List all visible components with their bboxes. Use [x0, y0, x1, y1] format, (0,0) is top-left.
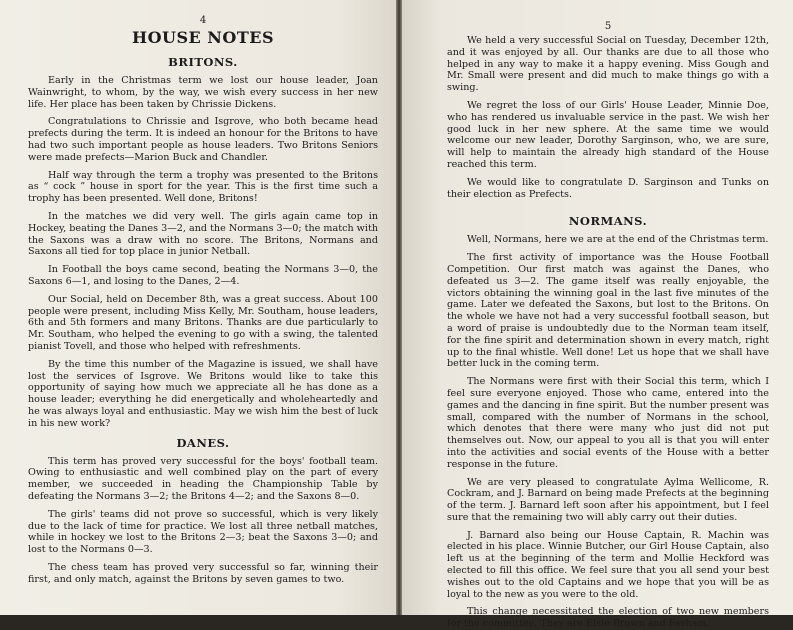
- normans-paragraph-6: This change necessitated the election of two new members for the committee. They are Elsie Brown and Fasham.: [447, 606, 769, 630]
- right-page: [402, 0, 793, 630]
- danes-continued-paragraph-1: We held a very successful Social on Tuesday, December 12th, and it was enjoyed by all. Our thanks are due to all those who helped in any way to make it a happy evening. Miss Gough and Mr. Small were present and did much to make things go with a swing.: [447, 35, 769, 94]
- danes-heading: DANES.: [176, 435, 230, 450]
- page-number-right: 5: [604, 21, 612, 32]
- danes-continued-paragraph-3: We would like to congratulate D. Sarginson and Tunks on their election as Prefects.: [447, 176, 769, 200]
- page-number-left: 4: [199, 15, 207, 26]
- normans-paragraph-1: Well, Normans, here we are at the end of the Christmas term.: [467, 234, 769, 246]
- normans-paragraph-5: J. Barnard also being our House Captain, R. Machin was elected in his place. Winnie Butcher, our Girl House Captain, also left us at the beginning of the term and Mollie Heckford was elected to fill this office. We feel sure that you all send your best wishes out to the old Captains and we hope that you will be as loyal to the new as you were to the old.: [447, 529, 769, 600]
- normans-heading: NORMANS.: [568, 214, 648, 229]
- britons-paragraph-4: In the matches we did very well. The girls again came top in Hockey, beating the Danes 3—2, and the Normans 3—0; the match with the Saxons was a draw with no score. The Britons, Normans and Saxons all tied for top place in junior Netball.: [28, 210, 378, 258]
- britons-paragraph-1: Early in the Christmas term we lost our house leader, Joan Wainwright, to whom, by the way, we wish every success in her new life. Her place has been taken by Chrissie Dickens.: [28, 75, 378, 110]
- page-title: HOUSE NOTES: [131, 28, 275, 47]
- britons-paragraph-5: In Football the boys came second, beating the Normans 3—0, the Saxons 6—1, and losing to the Danes, 2—4.: [28, 264, 378, 287]
- normans-paragraph-3: The Normans were first with their Social this term, which I feel sure everyone enjoyed. Those who came, entered into the games and the dancing in fine spirit. But the number present was small, compared with the number of Normans in the school, which denotes that there were many who just did not put themselves out. Now, our appeal to you all is that you will enter into the activities and social events of the House with a better response in the future.: [447, 376, 769, 470]
- britons-paragraph-7: By the time this number of the Magazine is issued, we shall have lost the services of Isgrove. We Britons would like to take this opportunity of saying how much we appreciate all he has done as a house leader; everything he did energetically and wholeheartedly and he was always loyal and enthusiastic. May we wish him the best of luck in his new work?: [28, 358, 378, 429]
- normans-paragraph-2: The first activity of importance was the House Football Competition. Our first match was against the Danes, who defeated us 3—2. The game itself was really enjoyable, the victors obtaining the winning goal in the last five minutes of the game. Later we defeated the Saxons, but lost to the Britons. On the whole we have not had a very successful football season, but a word of praise is undoubtedly due to the Norman team itself, for the fine spirit and determination shown in every match, right up to the final whistle. Well done! Let us hope that we shall have better luck in the coming term.: [447, 252, 769, 370]
- normans-paragraph-4: We are very pleased to congratulate Aylma Wellicome, R. Cockram, and J. Barnard on being made Prefects at the beginning of the term. J. Barnard left soon after his appointment, but I feel sure that the remaining two will ably carry out their duties.: [447, 476, 769, 523]
- danes-continued-paragraph-2: We regret the loss of our Girls' House Leader, Minnie Doe, who has rendered us invaluable service in the past. We wish her good luck in her new sphere. At the same time we would welcome our new leader, Dorothy Sarginson, who, we are sure, will help to maintain the already high standard of the House reached this term.: [447, 99, 769, 170]
- britons-heading: BRITONS.: [168, 55, 238, 69]
- danes-paragraph-2: The girls' teams did not prove so successful, which is very likely due to the lack of time for practice. We lost all three netball matches, while in hockey we lost to the Britons 2—3; beat the Saxons 3—0; and lost to the Normans 0—3.: [28, 508, 378, 556]
- danes-paragraph-1: This term has proved very successful for the boys' football team. Owing to enthusiastic and well combined play on the part of every member, we succeeded in heading the Championship Table by defeating the Normans 3—2; the Britons 4—2; and the Saxons 8—0.: [28, 455, 378, 502]
- danes-paragraph-3: The chess team has proved very successful so far, winning their first, and only match, against the Britons by seven games to two.: [28, 561, 378, 585]
- britons-paragraph-3: Half way through the term a trophy was presented to the Britons as “ cock ” house in sport for the year. This is the first time such a trophy has been presented. Well done, Britons!: [28, 169, 378, 205]
- left-page: [0, 0, 396, 615]
- britons-paragraph-2: Congratulations to Chrissie and Isgrove, who both became head prefects during the term. It is indeed an honour for the Britons to have had two such important people as house leaders. Two Britons Seniors were made prefects—Marion Buck and Chandler.: [28, 116, 378, 163]
- britons-paragraph-6: Our Social, held on December 8th, was a great success. About 100 people were present, including Miss Kelly, Mr. Southam, house leaders, 6th and 5th formers and many Britons. Thanks are due particularly to Mr. Southam, who helped the evening to go with a swing, the talented pianist Tovell, and those who helped with refreshments.: [28, 293, 378, 352]
